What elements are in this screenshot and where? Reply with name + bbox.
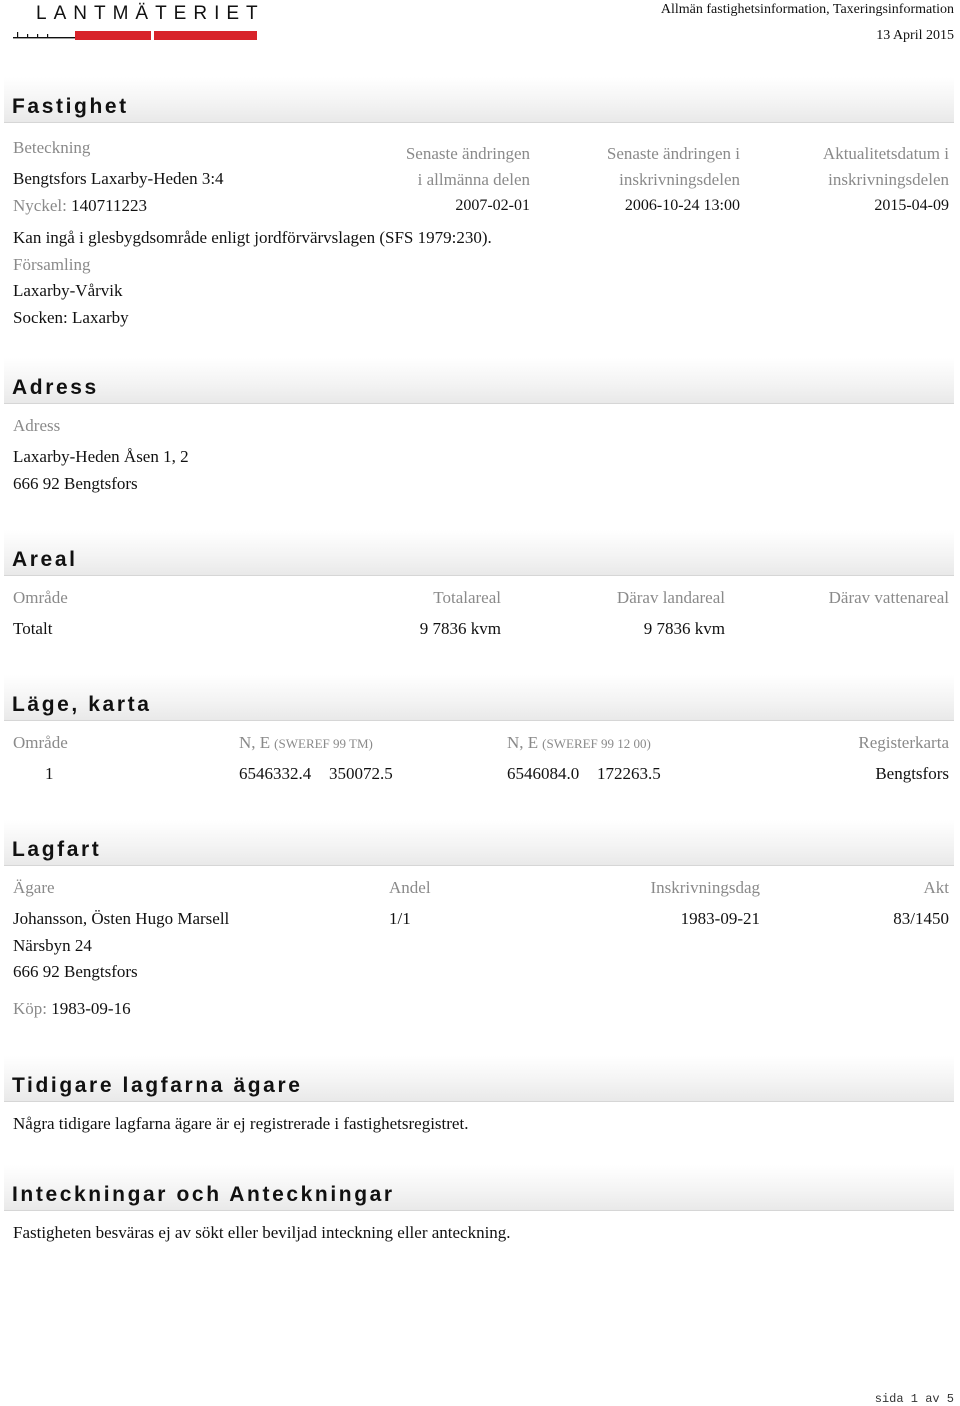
section-title-tidigare: Tidigare lagfarna ägare (12, 1074, 303, 1097)
lage-row-omrade: 1 (45, 764, 54, 783)
lage-header-omrade: Område (13, 733, 68, 752)
lagfart-header-akt: Akt (923, 878, 949, 897)
nyckel-value: 140711223 (71, 196, 147, 215)
glesbygd-note: Kan ingå i glesbygdsområde enligt jordförvärvslagen (SFS 1979:230). (13, 228, 492, 247)
nyckel (13, 196, 147, 216)
section-title-fastighet: Fastighet (12, 95, 129, 118)
lagfart-header-agare: Ägare (13, 878, 55, 897)
andring-allman-value: 2007-02-01 (455, 197, 530, 214)
lage-header-sweref-1200 (507, 733, 651, 753)
areal-row-totalareal: 9 7836 kvm (419, 619, 501, 638)
forsamling-label: Församling (13, 255, 91, 274)
andring-inskrivning-header-1: Senaste ändringen i (606, 144, 740, 163)
section-title-inteckningar: Inteckningar och Anteckningar (12, 1183, 395, 1206)
section-tidigare-lagfarna-agare (4, 1056, 954, 1102)
section-inteckningar (4, 1165, 954, 1211)
lage-header-sys-1: (SWEREF 99 TM) (274, 736, 373, 751)
aktualitet-header-2: inskrivningsdelen (828, 170, 949, 189)
lagfart-akt: 83/1450 (893, 909, 949, 928)
areal-row-landareal: 9 7836 kvm (643, 619, 725, 638)
section-lagfart (4, 820, 954, 866)
section-title-areal: Areal (12, 548, 78, 571)
beteckning-label: Beteckning (13, 138, 91, 157)
lage-row-e2: 172263.5 (597, 764, 661, 783)
lagfart-owner-city: 666 92 Bengtsfors (13, 962, 138, 981)
areal-row-omrade: Totalt (13, 619, 53, 638)
andring-inskrivning-header-2: inskrivningsdelen (619, 170, 740, 189)
lage-header-ne-2: N, E (507, 733, 539, 752)
lagfart-header-inskrivningsdag: Inskrivningsdag (650, 878, 760, 897)
lage-row-n2: 6546084.0 (507, 764, 580, 783)
lage-row-n1: 6546332.4 (239, 764, 312, 783)
adress-label: Adress (13, 416, 61, 435)
page-number: sida 1 av 5 (874, 1392, 954, 1406)
adress-line-2: 666 92 Bengtsfors (13, 474, 138, 493)
socken: Socken: Laxarby (13, 308, 129, 327)
document-title: Allmän fastighetsinformation, Taxeringsinformation (660, 2, 954, 17)
lantmateriet-logo-bar (13, 31, 257, 40)
adress-line-1: Laxarby-Heden Åsen 1, 2 (13, 447, 189, 466)
lage-row-registerkarta: Bengtsfors (875, 764, 949, 783)
lagfart-owner-name: Johansson, Östen Hugo Marsell (13, 909, 230, 928)
lage-header-sweref-tm (239, 733, 373, 753)
section-title-lage-karta: Läge, karta (12, 693, 152, 716)
kop-date: 1983-09-16 (51, 999, 131, 1018)
forsamling-value: Laxarby-Vårvik (13, 281, 123, 300)
tidigare-text: Några tidigare lagfarna ägare är ej registrerade i fastighetsregistret. (13, 1114, 469, 1133)
andring-allman-header-2: i allmänna delen (417, 170, 530, 189)
lagfart-inskrivningsdag: 1983-09-21 (680, 909, 760, 928)
lage-header-registerkarta: Registerkarta (858, 733, 949, 752)
document-date: 13 April 2015 (876, 28, 954, 43)
section-lage-karta (4, 675, 954, 721)
nyckel-label: Nyckel: (13, 196, 67, 215)
areal-header-landareal: Därav landareal (616, 588, 725, 607)
section-title-adress: Adress (12, 376, 99, 399)
lage-row-e1: 350072.5 (329, 764, 393, 783)
kop-label: Köp: (13, 999, 47, 1018)
aktualitet-value: 2015-04-09 (874, 197, 949, 214)
lage-header-ne-1: N, E (239, 733, 271, 752)
section-areal (4, 530, 954, 576)
lagfart-andel: 1/1 (389, 909, 411, 928)
andring-allman-header-1: Senaste ändringen (405, 144, 530, 163)
areal-header-omrade: Område (13, 588, 68, 607)
inteckningar-text: Fastigheten besväras ej av sökt eller beviljad inteckning eller anteckning. (13, 1223, 511, 1242)
areal-header-totalareal: Totalareal (433, 588, 501, 607)
lagfart-owner-street: Närsbyn 24 (13, 936, 92, 955)
beteckning-value: Bengtsfors Laxarby-Heden 3:4 (13, 169, 224, 188)
section-adress (4, 358, 954, 404)
aktualitet-header-1: Aktualitetsdatum i (822, 144, 949, 163)
andring-inskrivning-value: 2006-10-24 13:00 (624, 197, 740, 214)
section-title-lagfart: Lagfart (12, 838, 102, 861)
logo-text: LANTMÄTERIET (36, 3, 265, 24)
lagfart-kop (13, 999, 131, 1019)
lagfart-header-andel: Andel (389, 878, 431, 897)
areal-header-vattenareal: Därav vattenareal (828, 588, 949, 607)
section-fastighet (4, 77, 954, 123)
lage-header-sys-2: (SWEREF 99 12 00) (542, 736, 651, 751)
